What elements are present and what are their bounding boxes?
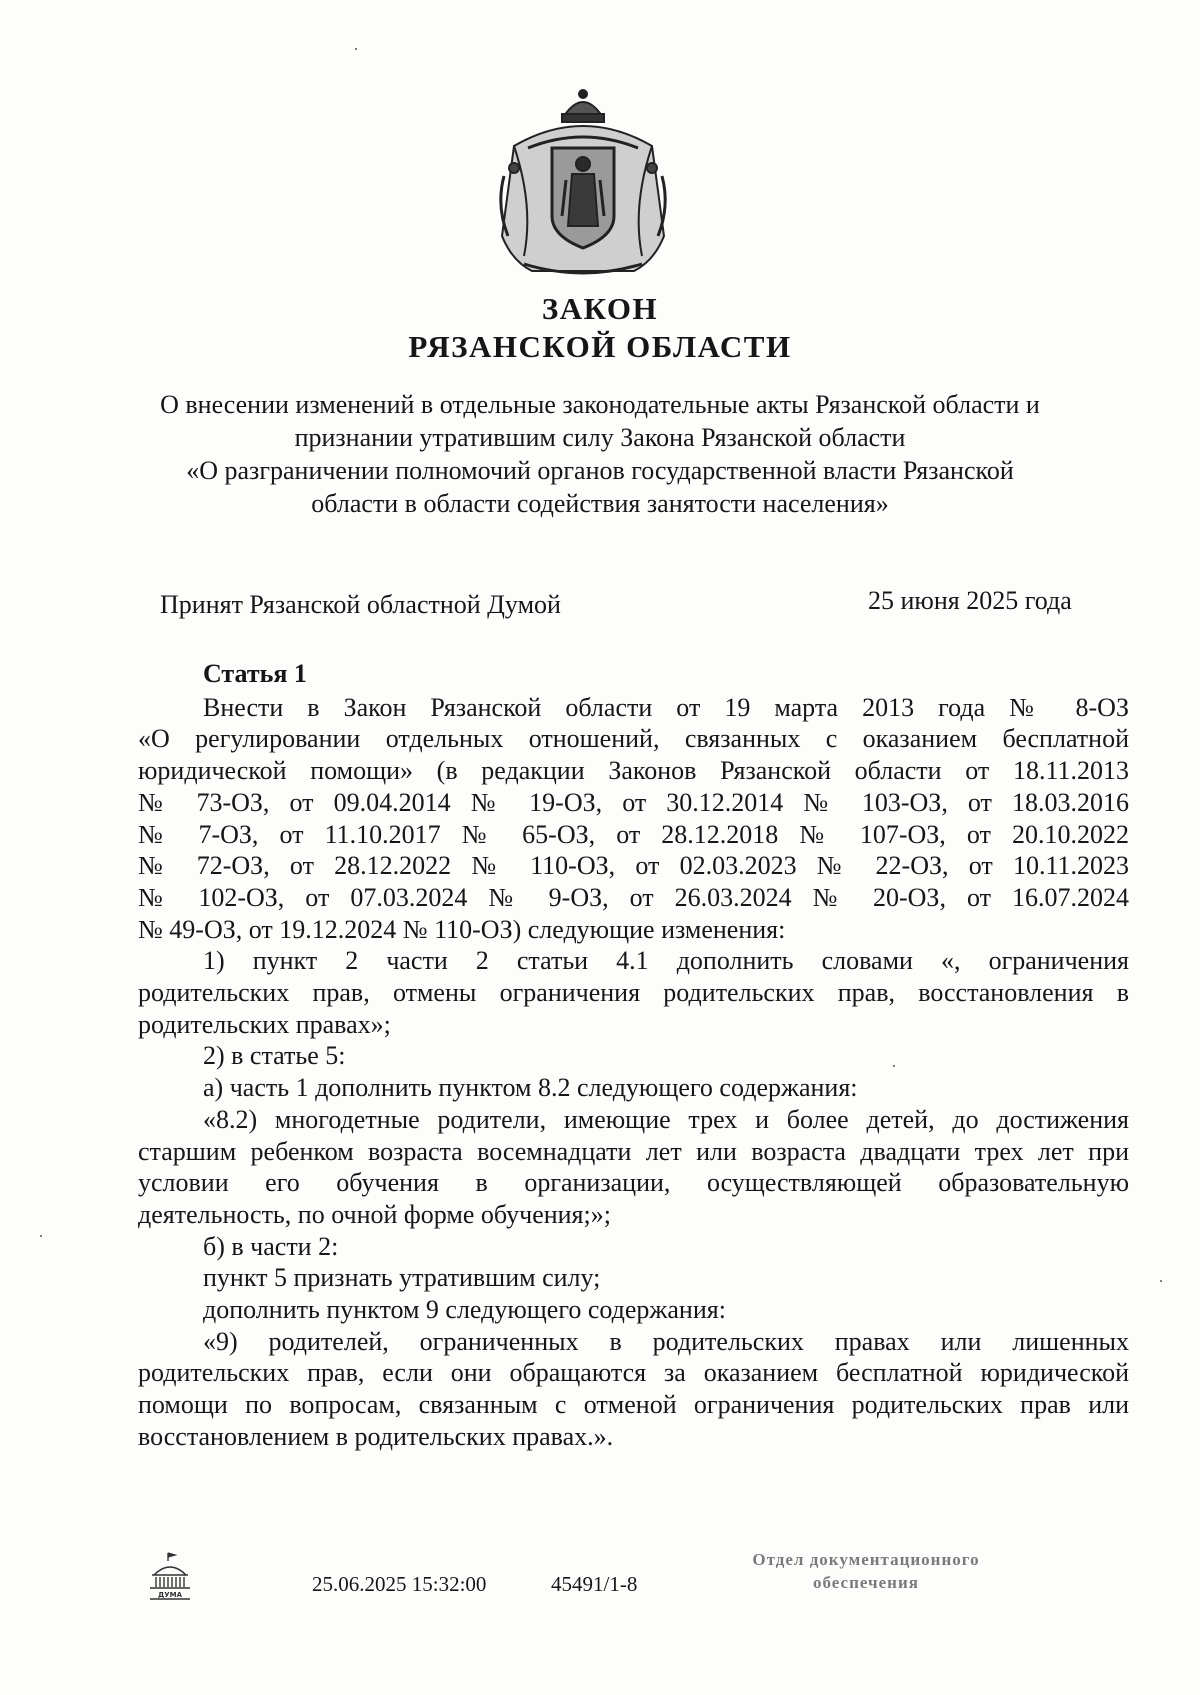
department-stamp xyxy=(716,1548,1016,1594)
scan-speck xyxy=(893,1065,895,1067)
text-line: 1) пункт 2 части 2 статьи 4.1 дополнить словами «, ограничения xyxy=(203,946,1129,976)
text-line: «9) родителей, ограниченных в родительских правах или лишенных xyxy=(203,1326,1129,1356)
text-line: дополнить пунктом 9 следующего содержания: xyxy=(203,1295,726,1325)
law-region: РЯЗАНСКОЙ ОБЛАСТИ xyxy=(408,329,792,364)
adopted-by: Принят Рязанской областной Думой xyxy=(160,590,561,619)
text-line: помощи по вопросам, связанным с отменой ограничения родительских прав или xyxy=(138,1390,1129,1420)
text-line: родительских правах»; xyxy=(138,1009,391,1039)
text-line: «8.2) многодетные родители, имеющие трех и более детей, до достижения xyxy=(203,1104,1129,1134)
text-line: старшим ребенком возраста восемнадцати лет или возраста двадцати трех лет при xyxy=(138,1136,1129,1166)
stamp-line: Отдел документационного xyxy=(752,1550,980,1569)
duma-building-logo-icon xyxy=(148,1551,192,1601)
text-line: условии его обучения в организации, осуществляющей образовательную xyxy=(138,1168,1129,1198)
text-line: № 73-ОЗ, от 09.04.2014 № 19-ОЗ, от 30.12.2014 № 103-ОЗ, от 18.03.2016 xyxy=(138,787,1129,817)
text-line: № 49-ОЗ, от 19.12.2024 № 110-ОЗ) следующие изменения: xyxy=(138,914,786,944)
text-line: б) в части 2: xyxy=(203,1231,339,1261)
adoption-date: 25 июня 2025 года xyxy=(868,586,1072,615)
stamp-line: обеспечения xyxy=(813,1573,919,1592)
law-title: ЗАКОН xyxy=(541,291,659,326)
text-line: 2) в статье 5: xyxy=(203,1041,346,1071)
logo-text: ДУМА xyxy=(157,1591,183,1599)
subject-line: О внесении изменений в отдельные законодательные акты Рязанской области и xyxy=(160,390,1040,419)
subject-line: признании утратившим силу Закона Рязанской области xyxy=(294,423,906,452)
text-line: а) часть 1 дополнить пунктом 8.2 следующего содержания: xyxy=(203,1073,858,1103)
law-subject xyxy=(120,388,1080,520)
subject-line: «О разграничении полномочий органов государственной власти Рязанской xyxy=(186,456,1014,485)
text-line: юридической помощи» (в редакции Законов Рязанской области от 18.11.2013 xyxy=(138,756,1129,786)
scan-speck xyxy=(355,48,357,50)
ryazan-coat-of-arms-icon xyxy=(494,86,672,282)
text-line: № 72-ОЗ, от 28.12.2022 № 110-ОЗ, от 02.03.2023 № 22-ОЗ, от 10.11.2023 xyxy=(138,851,1129,881)
article-heading: Статья 1 xyxy=(203,659,307,688)
subject-line: области в области содействия занятости населения» xyxy=(311,489,889,518)
text-line: родительских прав, отмены ограничения родительских прав, восстановления в xyxy=(138,978,1129,1008)
text-line: родительских прав, если они обращаются за оказанием бесплатной юридической xyxy=(138,1358,1129,1388)
article-1 xyxy=(138,658,1129,1453)
registration-timestamp: 25.06.2025 15:32:00 xyxy=(312,1572,487,1596)
text-line: «О регулировании отдельных отношений, связанных с оказанием бесплатной xyxy=(138,724,1129,754)
text-line: № 7-ОЗ, от 11.10.2017 № 65-ОЗ, от 28.12.2018 № 107-ОЗ, от 20.10.2022 xyxy=(138,819,1129,849)
text-line: восстановлением в родительских правах.». xyxy=(138,1421,614,1451)
text-line: пункт 5 признать утратившим силу; xyxy=(203,1263,601,1293)
scan-speck xyxy=(1160,1280,1162,1282)
registration-number: 45491/1-8 xyxy=(551,1572,638,1596)
text-line: деятельность, по очной форме обучения;»; xyxy=(138,1199,611,1229)
scan-speck xyxy=(40,1235,42,1237)
text-line: Внести в Закон Рязанской области от 19 марта 2013 года № 8-ОЗ xyxy=(203,692,1129,722)
text-line: № 102-ОЗ, от 07.03.2024 № 9-ОЗ, от 26.03.2024 № 20-ОЗ, от 16.07.2024 xyxy=(138,882,1129,912)
